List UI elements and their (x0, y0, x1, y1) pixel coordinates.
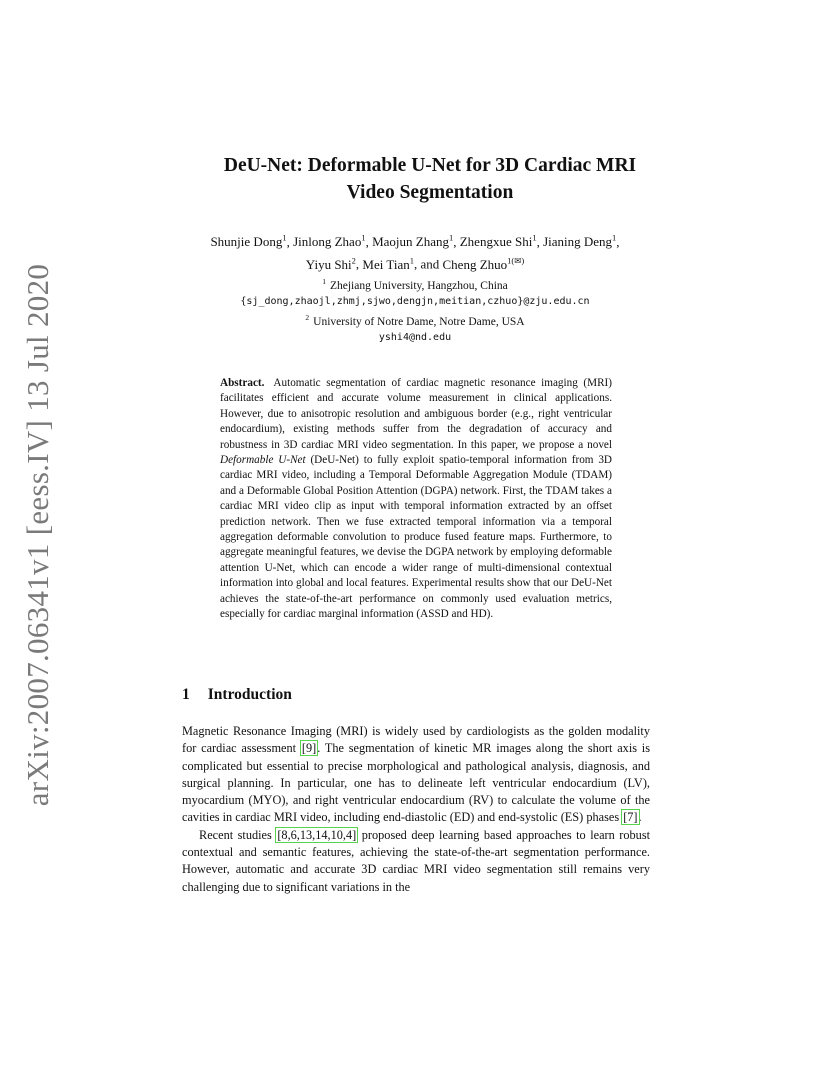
author: Mei Tian$^1$ (362, 255, 414, 272)
authors-conjunction: and (420, 256, 440, 272)
section-number: 1 (182, 686, 190, 703)
arxiv-identifier: arXiv:2007.06341v1 [eess.IV] 13 Jul 2020 (20, 263, 55, 807)
paper-title (150, 152, 710, 206)
citation-link[interactable]: [9] (301, 741, 317, 756)
title-line-2: Video Segmentation (346, 182, 514, 203)
citation-link[interactable]: [7] (623, 810, 638, 825)
abstract (220, 376, 612, 623)
introduction-body (182, 723, 650, 896)
author: Zhengxue Shi$^1$ (459, 233, 537, 250)
citation-link[interactable]: [8,6,13,14,10,4] (277, 827, 357, 842)
author: Shunjie Dong$^1$ (210, 233, 287, 250)
section-title: Introduction (207, 686, 292, 703)
abstract-text-continued: (DeU-Net) to fully exploit spatio-temporal information from 3D cardiac MRI video, including a Temporal Deformable Aggregation Module (TDAM) and a Deformable Global Position Attention (DGPA) network. First, the TDAM takes a cardiac MRI video clip as input with temporal information extracted by an offset prediction network. Then we fuse extracted temporal information via a temporal aggregation deformable convolution to produce fused feature maps. Furthermore, to aggregate meaningful features, we devise the DGPA network by employing deformable attention U-Net, which can encode a wider range of multi-dimensional contextual information into global and local features. Experimental results show that our DeU-Net achieves the state-of-the-art performance on commonly used evaluation metrics, especially for cardiac marginal information (ASSD and HD). (220, 454, 612, 621)
paragraph: Recent studies [8,6,13,14,10,4] proposed deep learning based approaches to learn robust contextual and semantic features, achieving the state-of-the-art segmentation performance. However, automatic and accurate 3D cardiac MRI video segmentation still remains very challenging due to significant variations in the (182, 827, 651, 894)
author: Yiyu Shi$^2$ (305, 255, 356, 272)
email-1: {sj_dong,zhaojl,zhmj,sjwo,dengjn,meitian,czhuo}@zju.edu.cn (240, 296, 590, 308)
abstract-label: Abstract. (220, 377, 265, 389)
paragraph: Magnetic Resonance Imaging (MRI) is widely used by cardiologists as the golden modality for cardiac assessment [9]. The segmentation of kinetic MR images along the short axis is complicated but essential to precise morphological and pathological analysis, diagnosis, and surgical planning. In particular, one has to delineate left ventricular endocardium (LV), myocardium (MYO), and right ventricular endocardium (RV) to calculate the volume of the cavities in cardiac MRI video, including end-diastolic (ED) and end-systolic (ES) phases [7]. (182, 724, 651, 825)
abstract-italic: Deformable U-Net (220, 454, 306, 467)
author: Cheng Zhuo$^{1(✉)}$ (442, 255, 525, 272)
affiliation-1: $^1$ Zhejiang University, Hangzhou, China (322, 277, 508, 292)
author: Jinlong Zhao$^1$ (293, 233, 366, 250)
arxiv-side-stamp (8, 263, 68, 807)
email-2: yshi4@nd.edu (378, 332, 452, 344)
abstract-text: Automatic segmentation of cardiac magnetic resonance imaging (MRI) facilitates efficient and accurate volume measurement in clinical applications. However, due to anisotropic resolution and ambiguous border (e.g., right ventricular endocardium), existing methods suffer from the degradation of accuracy and robustness in 3D cardiac MRI video segmentation. In this paper, we propose a novel (220, 377, 612, 451)
affiliations (160, 274, 670, 346)
author: Jianing Deng$^1$ (543, 233, 617, 250)
author-list: Shunjie Dong$^1$, Jinlong Zhao$^1$, Maojun Zhang$^1$, Zhengxue Shi$^1$, Jianing Deng$^1$, Yiyu Shi$^2$, Mei Tian$^1$, and Cheng Zhuo$^{1(✉)}$ (210, 233, 620, 272)
title-line-1: DeU-Net: Deformable U-Net for 3D Cardiac MRI (223, 155, 637, 176)
affiliation-2: $^2$ University of Notre Dame, Notre Dame, USA (305, 312, 525, 328)
section-heading (182, 686, 292, 704)
author: Maojun Zhang$^1$ (372, 233, 454, 250)
